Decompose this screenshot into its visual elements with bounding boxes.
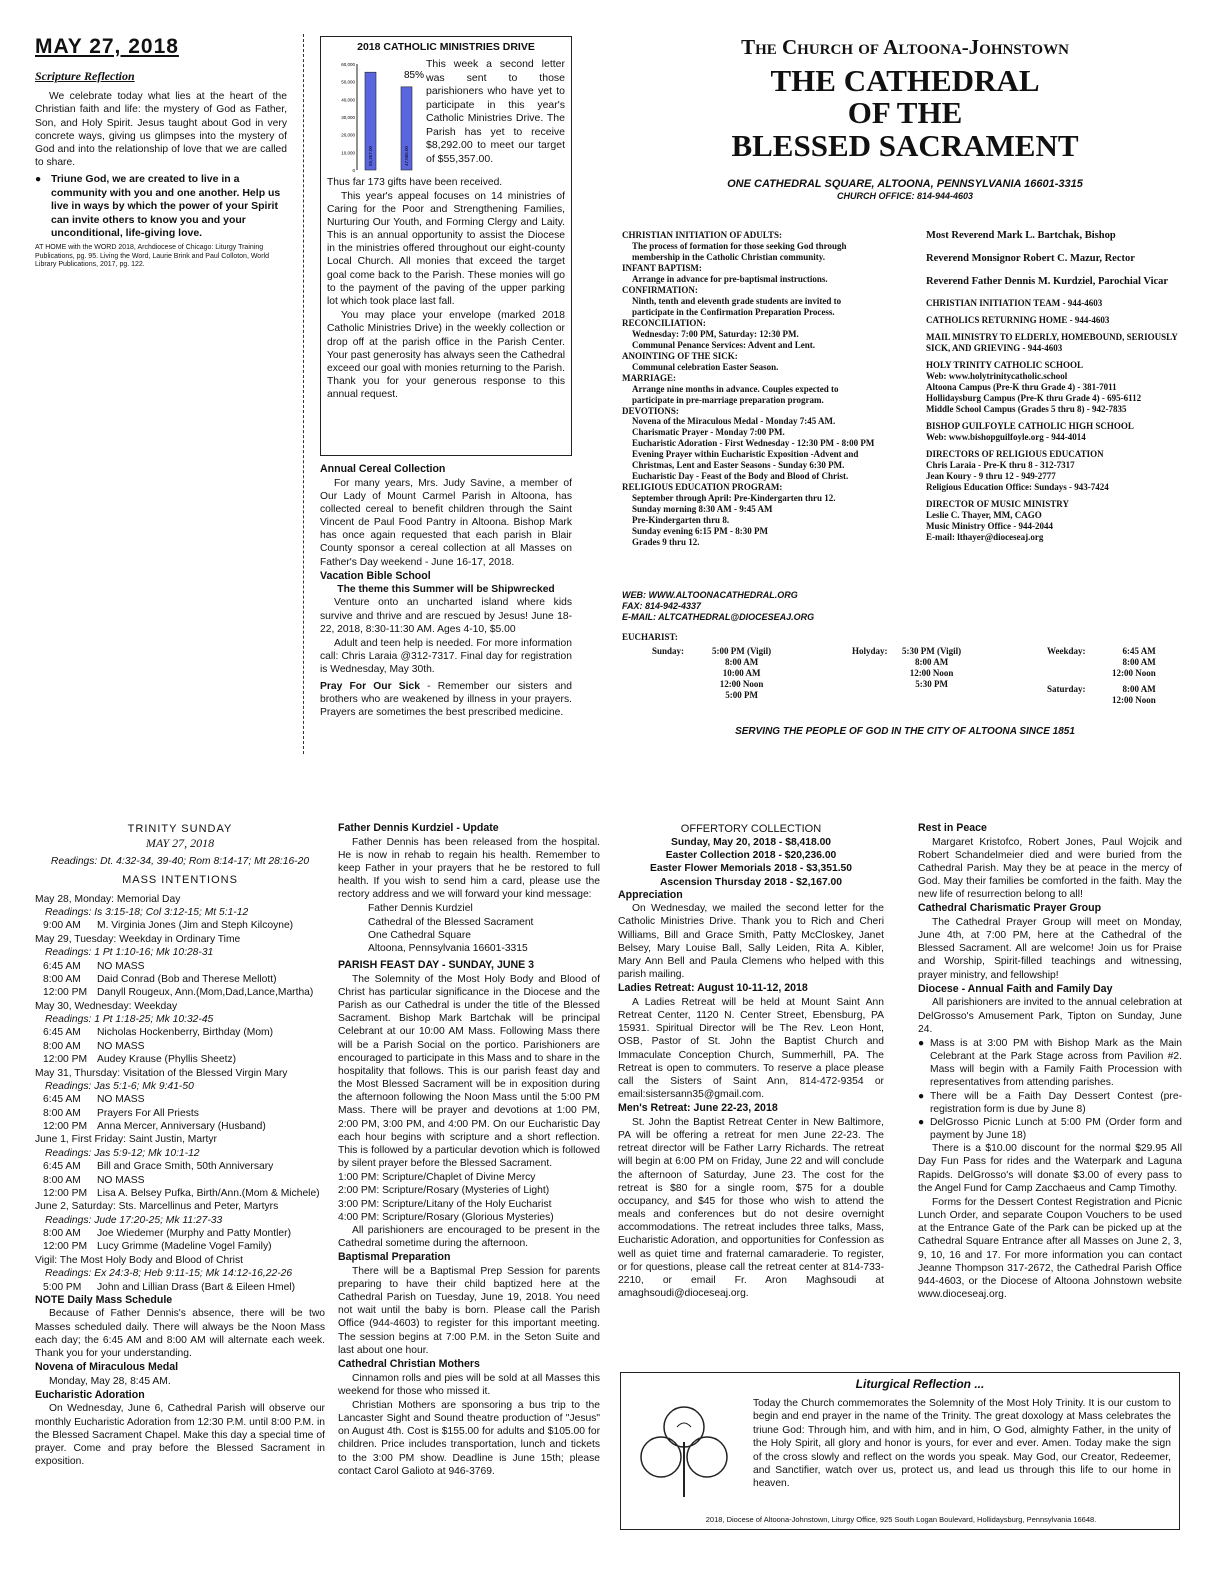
- intention-readings: Readings: Is 3:15-18; Col 3:12-15; Mt 5:1-12: [45, 907, 249, 919]
- contact-fax: FAX: 814-942-4337: [622, 600, 702, 611]
- staff-line: Web: www.holytrinitycatholic.school: [926, 371, 1068, 382]
- scripture-bullet-text: Triune God, we are created to live in a community with you and one another. Help us live in ways by which the power of your Spirit can invite others to know you and your unconditional, life-giving love.: [51, 173, 281, 240]
- liturgical-box: [620, 1372, 1180, 1530]
- intention-readings: Readings: Ex 24:3-8; Heb 9:11-15; Mk 14:12-16,22-26: [45, 1268, 293, 1280]
- intention-text: Joe Wiedemer (Murphy and Patty Montler): [97, 1228, 291, 1240]
- mass-time: 12:00 Noon: [719, 678, 764, 689]
- staff-line: E-mail: lthayer@dioceseaj.org: [926, 531, 1044, 542]
- intention-text: NO MASS: [97, 960, 145, 972]
- mass-time: 12:00 Noon: [1112, 667, 1156, 678]
- mass-time: 12:00 Noon: [1112, 694, 1156, 705]
- sacrament-heading: RECONCILIATION:: [622, 317, 706, 328]
- sacrament-heading: CHRISTIAN INITIATION OF ADULTS:: [622, 230, 782, 240]
- ladies-title: Ladies Retreat: August 10-11-12, 2018: [618, 982, 808, 995]
- masthead-line3: BLESSED SACRAMENT: [731, 127, 1079, 163]
- dennis-text: Father Dennis has been released from the hospital. He is now in rehab to regain his health. Remember to keep Father in your prayers that he be restored to full health. If you wish to send him a card, please use the rectory address and we will forward your kind message:: [338, 836, 600, 901]
- staff-line: Religious Education Office: Sundays - 943-7424: [926, 481, 1109, 492]
- feast-text2: All parishioners are encouraged to be present in the Cathedral sometime during the afternoon.: [338, 1224, 600, 1250]
- sick-text: - Remember our sisters and brothers who are weakened by illness in your prayers. Prayers are sometimes the best prescribed medicine.: [320, 680, 572, 718]
- intention-time: 12:00 PM: [43, 1054, 88, 1066]
- chart-tick-label: 60,000: [341, 62, 355, 68]
- staff-heading: DIRECTORS OF RELIGIOUS EDUCATION: [926, 449, 1104, 460]
- feast-time: 2:00 PM: Scripture/Rosary (Mysteries of Light): [338, 1185, 550, 1197]
- intention-time: 5:00 PM: [43, 1281, 82, 1293]
- mass-time: 8:00 AM: [914, 656, 949, 667]
- intention-time: 8:00 AM: [43, 1040, 81, 1052]
- masthead-line2: OF THE: [847, 95, 963, 131]
- staff-heading: Most Reverend Mark L. Bartchak, Bishop: [926, 230, 1116, 241]
- eu-sunday: [712, 646, 771, 701]
- mothers-title: Cathedral Christian Mothers: [338, 1358, 480, 1370]
- mothers-text: Cinnamon rolls and pies will be sold at all Masses this weekend for those who missed it.: [338, 1372, 600, 1397]
- intention-time: 6:45 AM: [43, 1094, 81, 1106]
- feast-time: 4:00 PM: Scripture/Rosary (Glorious Mysteries): [338, 1211, 554, 1223]
- trinity-date: MAY 27, 2018: [145, 836, 215, 851]
- sacrament-line: Ninth, tenth and eleventh grade students are invited to: [632, 295, 842, 306]
- address-line: One Cathedral Square: [368, 929, 472, 941]
- offertory-title: OFFERTORY COLLECTION: [680, 823, 822, 835]
- masthead-address: ONE CATHEDRAL SQUARE, ALTOONA, PENNSYLVANIA 16601-3315: [727, 177, 1083, 190]
- intention-day: Vigil: The Most Holy Body and Blood of Christ: [35, 1254, 243, 1266]
- baptism-title: Baptismal Preparation: [338, 1251, 451, 1264]
- drive-gifts: Thus far 173 gifts have been received.: [327, 177, 503, 189]
- intention-row: [35, 1227, 325, 1240]
- mass-time: 10:00 AM: [722, 667, 761, 678]
- intention-day: May 31, Thursday: Visitation of the Blessed Virgin Mary: [35, 1067, 288, 1079]
- masthead: [620, 34, 1190, 754]
- ladies-text: A Ladies Retreat will be held at Mount Saint Ann Retreat Center, 1120 N. Center Street, Ebensburg, PA 15931. Spiritual Director will be The Rev. Leon Hont, OSB, Pastor of St. John the Baptist Church and Immaculate Conception Church, Summerhill, PA. The Retreat is open to commuters. To reserve a place please call the Sisters of Saint Ann, 814-472-9354 or email:sistersann35@gmail.com.: [618, 996, 884, 1101]
- sacrament-line: September through April: Pre-Kindergarten thru 12.: [632, 493, 836, 504]
- family-bullet-text: Mass is at 3:00 PM with Bishop Mark as the Main Celebrant at the Park Stage across from Pavilion #2. Mass will begin with a Family Faith Procession with representatives from attending parishes.: [930, 1037, 1182, 1089]
- intention-row: [35, 1107, 325, 1120]
- drive-chart: [327, 58, 425, 176]
- date-header: MAY 27, 2018: [35, 35, 179, 58]
- contact-email[interactable]: E-MAIL: ALTCATHEDRAL@DIOCESEAJ.ORG: [622, 611, 815, 622]
- eu-saturday: [1112, 684, 1156, 706]
- news-column-3: [618, 822, 884, 1362]
- feast-title: PARISH FEAST DAY - SUNDAY, JUNE 3: [338, 959, 535, 972]
- intention-time: 8:00 AM: [43, 1174, 81, 1186]
- vbs-title: Vacation Bible School: [320, 569, 431, 582]
- intention-text: John and Lillian Drass (Bart & Eileen Hmel): [97, 1281, 296, 1293]
- drive-p2: This year's appeal focuses on 14 ministries of Caring for the Poor and Strengthening Families, Nurturing Our Youth, and Forming Clergy and Laity. This is an annual opportunity to assist the Diocese in the ministries offered throughout our eight-county Local Church. All monies that exceed the target goal come back to the Parish. These monies will go to the payment of the paving of the upper parking lot which took place last fall.: [327, 190, 565, 307]
- offertory-line: Easter Flower Memorials 2018 - $3,351.50: [649, 863, 853, 875]
- sacrament-line: Wednesday: 7:00 PM, Saturday: 12:30 PM.: [632, 328, 799, 339]
- staff-line: Jean Koury - 9 thru 12 - 949-2777: [926, 470, 1056, 481]
- eu-weekday: [1112, 646, 1156, 679]
- intention-row: [35, 1281, 325, 1294]
- intention-text: Lisa A. Belsey Pufka, Birth/Ann.(Mom & Michele): [97, 1187, 320, 1199]
- sacrament-heading: MARRIAGE:: [622, 372, 676, 383]
- bullet-icon: ●: [918, 1090, 925, 1102]
- intention-day: May 30, Wednesday: Weekday: [35, 1000, 178, 1012]
- mass-time: 5:00 PM (Vigil): [712, 646, 772, 656]
- chart-tick-label: 20,000: [341, 133, 355, 139]
- intention-row: [35, 1040, 325, 1053]
- bullet-icon: ●: [918, 1116, 925, 1128]
- sacrament-line: Eucharistic Day - Feast of the Body and Blood of Christ.: [632, 471, 849, 482]
- drive-p3: You may place your envelope (marked 2018 Catholic Ministries Drive) in the weekly collection or drop off at the parish office in the Parish Center. Your past generosity has always seen the Cathedral exceed our goal with monies returning to the Parish. Thank you for your generous response to this annual request.: [327, 310, 565, 401]
- liturgical-text: Today the Church commemorates the Solemnity of the Most Holy Trinity. It is our custom to begin and end prayer in the name of the Trinity. The great doxology at Mass celebrates the triune God: Through him, and with him, and in him, O God, almighty Father, in the unity of the Holy Spirit, all glory and honor is yours, for ever and ever. Amen. Today make the sign of the cross slowly and reflect on the words you speak. May God, our Creator, Redeemer, and Sanctifier, watch over us, protect us, and lead us through this life to our home in heaven.: [753, 1398, 1171, 1490]
- sacraments-list: [622, 230, 912, 548]
- family-bullet-text: DelGrosso Picnic Lunch at 5:00 PM (Order form and payment by June 18): [930, 1116, 1182, 1142]
- contact-web[interactable]: WEB: WWW.ALTOONACATHEDRAL.ORG: [622, 590, 798, 600]
- family-bullets: [918, 1037, 1182, 1142]
- chart-tick-label: 0: [352, 168, 355, 174]
- sacrament-line: Arrange nine months in advance. Couples expected to: [632, 383, 839, 394]
- intention-time: 12:00 PM: [43, 1241, 88, 1253]
- offertory-line: Ascension Thursday 2018 - $2,167.00: [659, 876, 842, 888]
- intention-text: NO MASS: [97, 1174, 145, 1186]
- intention-text: Danyll Rougeux, Ann.(Mom,Dad,Lance,Martha): [97, 987, 314, 999]
- chart-tick-label: 30,000: [341, 115, 355, 121]
- sick: [320, 680, 572, 720]
- intention-day: May 28, Monday: Memorial Day: [35, 893, 181, 905]
- staff-line: Chris Laraia - Pre-K thru 8 - 312-7317: [926, 460, 1075, 471]
- family-text2: There is a $10.00 discount for the normal $29.95 All Day Fun Pass for rides and the Waterpark and Laguna Rapids. DelGrosso's will donate $3.00 of every pass to the Angel Fund for Camp Zacchaeus and Camp Timothy.: [918, 1143, 1182, 1194]
- intention-time: 6:45 AM: [43, 1027, 81, 1039]
- feast-time: 1:00 PM: Scripture/Chaplet of Divine Mercy: [338, 1172, 536, 1184]
- intention-text: Prayers For All Priests: [97, 1107, 199, 1119]
- family-text3: Forms for the Dessert Contest Registration and Picnic Lunch Order, and separate Coupon Vouchers to be used at the Entrance Gate of the Park can be picked up at the Cathedral Square Entrance after all Masses on June 2, 3, 9, 10, 16 and 17. For more information you can contact Jeanne Thompson 317-2672, the Cathedral Parish Office 944-4603, or the Diocese of Altoona Johnstown website www.dioceseaj.org.: [918, 1196, 1182, 1301]
- intention-text: Audey Krause (Phyllis Sheetz): [97, 1054, 237, 1066]
- intention-row: [35, 1187, 325, 1200]
- cereal-text: For many years, Mrs. Judy Savine, a member of Our Lady of Mount Carmel Parish in Altoona, has collected cereal to benefit children through the Saint Vincent de Paul Food Pantry in Altoona. Bishop Mark has once again requested that each parish in Blair County sponsor a cereal collection at all Masses on Father's Day weekend - June 16-17, 2018.: [320, 477, 572, 568]
- divider: [303, 34, 304, 754]
- intention-row: [35, 960, 325, 973]
- appreciation-title: Appreciation: [618, 888, 683, 901]
- intention-time: 12:00 PM: [43, 987, 88, 999]
- intention-time: 6:45 AM: [43, 1161, 81, 1173]
- drive-title: 2018 CATHOLIC MINISTRIES DRIVE: [357, 41, 535, 53]
- adoration-title: Eucharistic Adoration: [35, 1388, 145, 1401]
- drive-text: This week a second letter was sent to those parishioners who have yet to participate in this year's Catholic Ministries Drive. The Parish has yet to receive $8,292.00 to meet our target of $55,357.00.: [426, 58, 565, 165]
- dennis-address: [338, 902, 600, 955]
- drive-box: [320, 36, 572, 456]
- scripture-p1: We celebrate today what lies at the heart of the Christian faith and life: the mystery of God as Father, Son, and Holy Spirit. Jesus taught about God in very concrete ways, giving us glimpses into the mystery of God and into the relationship of love that we are called to share.: [35, 91, 287, 169]
- intention-row: [35, 1026, 325, 1039]
- staff-line: Web: www.bishopguilfoyle.org - 944-4014: [926, 432, 1086, 443]
- staff-heading: BISHOP GUILFOYLE CATHOLIC HIGH SCHOOL: [926, 421, 1134, 432]
- staff-line: Music Ministry Office - 944-2044: [926, 520, 1053, 531]
- masthead-office: CHURCH OFFICE: 814-944-4603: [836, 190, 974, 201]
- sacrament-line: Sunday morning 8:30 AM - 9:45 AM: [632, 504, 773, 515]
- staff-heading: Reverend Father Dennis M. Kurdziel, Parochial Vicar: [926, 275, 1169, 287]
- mass-time: 5:00 PM: [725, 689, 758, 700]
- contact-block: [622, 590, 814, 622]
- mass-time: 8:00 AM: [1122, 684, 1156, 694]
- sacrament-line: Charismatic Prayer - Monday 7:00 PM.: [632, 427, 785, 438]
- trinity-readings: Readings: Dt. 4:32-34, 39-40; Rom 8:14-17; Mt 28:16-20: [50, 856, 310, 868]
- rip-text: Margaret Kristofco, Robert Jones, Paul Wojcik and Robert Schandelmeier died and were buried from the Cathedral Parish. May they be at peace in the mercy of God. May their families be comforted in the faith. May the new life of resurrection belong to all!: [918, 836, 1182, 901]
- intention-day: June 2, Saturday: Sts. Marcellinus and Peter, Martyrs: [35, 1201, 279, 1213]
- staff-list: [926, 230, 1188, 543]
- intention-time: 8:00 AM: [43, 1228, 81, 1240]
- eu-sunday-label: Sunday:: [652, 646, 685, 656]
- news-column-4: [918, 822, 1182, 1362]
- eucharist-label: EUCHARIST:: [622, 632, 678, 642]
- cereal-title: Annual Cereal Collection: [320, 463, 446, 475]
- chart-annotation: 85%: [404, 70, 425, 82]
- bullet-icon: ●: [918, 1037, 925, 1049]
- trinity-title: TRINITY SUNDAY: [127, 823, 233, 835]
- intention-readings: Readings: Jude 17:20-25; Mk 11:27-33: [45, 1214, 223, 1226]
- intention-time: 6:45 AM: [43, 960, 81, 972]
- mass-time: 12:00 Noon: [909, 667, 954, 678]
- intention-row: [35, 919, 325, 932]
- mass-time: 5:30 PM: [915, 678, 948, 689]
- masthead-church: The Church of Altoona-Johnstown: [741, 35, 1069, 59]
- intention-text: Bill and Grace Smith, 50th Anniversary: [97, 1161, 274, 1173]
- sacrament-line: Sunday evening 6:15 PM - 8:30 PM: [632, 526, 768, 537]
- chart-bar-label: 47,065.00: [404, 146, 409, 167]
- scripture-credit: AT HOME with the WORD 2018, Archdiocese of Chicago: Liturgy Training Publications, pg. 95. Living the Word, Laurie Brink and Paul Colloton, World Library Publications, 2017, pg. 122.: [35, 244, 269, 269]
- intention-time: 8:00 AM: [43, 1107, 81, 1119]
- sacrament-line: Arrange in advance for pre-baptismal instructions.: [632, 273, 828, 284]
- masthead-line1: THE CATHEDRAL: [770, 62, 1040, 98]
- intention-time: 8:00 AM: [43, 973, 81, 985]
- intention-row: [35, 1120, 325, 1133]
- vbs-theme: The theme this Summer will be Shipwrecked: [337, 584, 555, 596]
- scripture-column: [35, 34, 287, 754]
- sacrament-line: Communal celebration Easter Season.: [632, 361, 779, 372]
- intention-readings: Readings: Jas 5:1-6; Mk 9:41-50: [45, 1080, 194, 1092]
- family-bullet: [918, 1090, 1182, 1116]
- chart-bar-label: 55,357.00: [368, 146, 373, 167]
- address-line: Cathedral of the Blessed Sacrament: [368, 916, 534, 928]
- offertory-lines: [618, 836, 884, 889]
- rip-title: Rest in Peace: [918, 822, 987, 834]
- intention-text: Lucy Grimme (Madeline Vogel Family): [97, 1241, 272, 1253]
- intention-text: Daid Conrad (Bob and Therese Mellott): [97, 973, 277, 985]
- sacrament-line: Grades 9 thru 12.: [632, 537, 700, 548]
- dennis-title: Father Dennis Kurdziel - Update: [338, 822, 499, 834]
- intention-day: May 29, Tuesday: Weekday in Ordinary Time: [35, 933, 241, 945]
- family-bullet-text: There will be a Faith Day Dessert Contest (pre-registration form is due by June 8): [930, 1090, 1182, 1115]
- eu-weekday-label: Weekday:: [1047, 646, 1086, 656]
- family-bullet: [918, 1037, 1182, 1090]
- liturgical-credit: 2018, Diocese of Altoona-Johnstown, Liturgy Office, 925 South Logan Boulevard, Hollidaysburg, Pennsylvania 16648.: [705, 1515, 1097, 1525]
- staff-heading: MAIL MINISTRY TO ELDERLY, HOMEBOUND, SERIOUSLY SICK, AND GRIEVING - 944-4603: [926, 332, 1178, 354]
- offertory-line: Easter Collection 2018 - $20,236.00: [665, 850, 837, 862]
- scripture-bullet: ● Triune God, we are created to live in a community with you and one another. Help us live in ways by which the power of your Spirit can invite others to know you and your unconditional, life-giving love.: [35, 173, 287, 240]
- baptism-text: There will be a Baptismal Prep Session for parents preparing to have their child baptized here at the Cathedral Parish on Tuesday, June 19, 2018. You need not wait until the baby is born. Please call the Parish Office (944-4603) to register for this important meeting. The session begins at 7:00 P.M. in the Seton Suite and last about one hour.: [338, 1265, 600, 1356]
- eucharist-block: [622, 632, 1182, 705]
- novena-title: Novena of Miraculous Medal: [35, 1361, 179, 1374]
- address-line: Father Dennis Kurdziel: [368, 903, 473, 915]
- mass-time: 5:30 PM (Vigil): [902, 646, 962, 656]
- shamrock-icon: [629, 1397, 739, 1507]
- sacrament-line: participate in the Confirmation Preparation Process.: [632, 306, 835, 317]
- intention-readings: Readings: 1 Pt 1:10-16; Mk 10:28-31: [45, 947, 214, 959]
- eu-holyday: [902, 646, 961, 690]
- staff-line: Hollidaysburg Campus (Pre-K thru Grade 4) - 695-6112: [926, 393, 1142, 404]
- sacrament-heading: ANOINTING OF THE SICK:: [622, 350, 738, 361]
- family-bullet: [918, 1116, 1182, 1142]
- intention-time: 12:00 PM: [43, 1121, 88, 1133]
- mens-title: Men's Retreat: June 22-23, 2018: [618, 1102, 778, 1115]
- note-title: NOTE Daily Mass Schedule: [35, 1293, 173, 1306]
- sacrament-heading: DEVOTIONS:: [622, 405, 679, 416]
- sacrament-heading: CONFIRMATION:: [622, 284, 698, 295]
- intention-text: NO MASS: [97, 1094, 145, 1106]
- intention-time: 9:00 AM: [43, 920, 81, 932]
- sacrament-line: membership in the Catholic Christian community.: [632, 251, 826, 262]
- sacrament-heading: INFANT BAPTISM:: [622, 262, 702, 273]
- feast-time: 3:00 PM: Scripture/Litany of the Holy Eucharist: [338, 1198, 552, 1210]
- mass-time: 6:45 AM: [1122, 646, 1156, 656]
- intention-time: 12:00 PM: [43, 1187, 88, 1199]
- charismatic-text: The Cathedral Prayer Group will meet on Monday, June 4th, at 7:00 PM, here at the Cathedral of the Blessed Sacrament. All are welcome! Join us for Praise and Worship, Spirit-filled teachings and witnessing, prayer ministry, and fellowship!: [918, 916, 1182, 981]
- sacrament-line: Novena of the Miraculous Medal - Monday 7:45 AM.: [632, 416, 836, 427]
- staff-heading: DIRECTOR OF MUSIC MINISTRY: [926, 498, 1069, 509]
- intention-row: [35, 1093, 325, 1106]
- intention-row: [35, 1053, 325, 1066]
- intention-text: NO MASS: [97, 1040, 145, 1052]
- intention-row: [35, 986, 325, 999]
- chart-tick-label: 40,000: [341, 97, 355, 103]
- mass-intentions-title: MASS INTENTIONS: [122, 873, 238, 886]
- eu-saturday-label: Saturday:: [1047, 684, 1086, 694]
- intention-text: Anna Mercer, Anniversary (Husband): [97, 1121, 266, 1133]
- chart-tick-label: 50,000: [341, 80, 355, 86]
- mens-text: St. John the Baptist Retreat Center in New Baltimore, PA will be offering a retreat for men June 22-23. The retreat director will be Father Larry Richards. The retreat will begin at 6:00 PM on Friday, June 22 and will conclude the afternoon of Saturday, June 23. The cost for the retreat is $80 for a single room, $75 for a double occupancy, and $45 for those who wish to attend the meals and conferences but do not desire overnight accommodations. The retreat includes three talks, Mass, Eucharistic Adoration, and opportunities for Confession as well as quiet time and fraternal camaraderie. To register, or for questions, please call the retreat center at 814-733-2210, or email Fr. Aron Maghsoudi at amaghsoudi@dioceseaj.org.: [618, 1116, 884, 1300]
- sick-title: Pray For Our Sick: [320, 680, 420, 692]
- family-text: All parishioners are invited to the annual celebration at DelGrosso's Amusement Park, Tipton on Sunday, June 24.: [918, 997, 1182, 1035]
- news-column-2: [338, 822, 600, 1570]
- appreciation-text: On Wednesday, we mailed the second letter for the Catholic Ministries Drive. Thank you to Rich and Cheri Williams, Bill and Grace Smith, Patty McCloskey, Janet Belsey, Mary Louise Ball, Sally Leiden, Rita A. Kibler, Mary Ann Bell and Paula Clemens who helped with this parish mailing.: [618, 903, 884, 981]
- sacrament-line: Eucharistic Adoration - First Wednesday - 12:30 PM - 8:00 PM: [632, 438, 875, 449]
- sacrament-line: Evening Prayer within Eucharistic Exposition -Advent and: [632, 449, 859, 460]
- adoration-text: On Wednesday, June 6, Cathedral Parish will observe our monthly Eucharistic Adoration from 12:30 P.M. until 8:00 P.M. in the Blessed Sacrament Chapel. Make this day a special time of prayer. Come and pray before the Blessed Sacrament in exposition.: [35, 1403, 325, 1468]
- intention-row: [35, 1240, 325, 1253]
- staff-line: Altoona Campus (Pre-K thru Grade 4) - 381-7011: [926, 382, 1117, 393]
- note-text: Because of Father Dennis's absence, there will be two Masses scheduled daily. There will always be the Noon Mass each day; the 6:45 AM and 8:00 AM will alternate each week. Thank you for your understanding.: [35, 1308, 325, 1359]
- offertory-line: Sunday, May 20, 2018 - $8,418.00: [670, 837, 832, 849]
- intention-row: [35, 1160, 325, 1173]
- sacrament-line: The process of formation for those seeking God through: [632, 240, 847, 251]
- mothers-text2: Christian Mothers are sponsoring a bus trip to the Lancaster Sight and Sound theatre production of "Jesus" on August 4th. Cost is $155.00 for adults and $105.00 for children. Price includes transportation, lunch and tickets to the 3:00 PM show. Deadline is June 15th; please contact Carol Galioto at 946-3769.: [338, 1399, 600, 1477]
- sacrament-line: Christmas, Lent and Easter Seasons - Sunday 6:30 PM.: [632, 460, 845, 471]
- chart-tick-label: 10,000: [341, 150, 355, 156]
- intention-readings: Readings: Jas 5:9-12; Mk 10:1-12: [45, 1147, 200, 1159]
- mass-intentions-column: [35, 822, 325, 1562]
- liturgical-title: Liturgical Reflection ...: [855, 1377, 985, 1391]
- sacrament-line: Communal Penance Services: Advent and Lent.: [632, 339, 815, 350]
- sacrament-line: Pre-Kindergarten thru 8.: [632, 515, 730, 526]
- sacrament-heading: RELIGIOUS EDUCATION PROGRAM:: [622, 482, 783, 493]
- staff-line: Middle School Campus (Grades 5 thru 8) - 942-7835: [926, 404, 1127, 415]
- feast-text: The Solemnity of the Most Holy Body and Blood of Christ has particular significance in the Diocese and the Parish as our Cathedral is under the title of the Blessed Sacrament. Bishop Mark Bartchak will be principal Celebrant at our 10:00 AM Mass. Following Mass there will be a Parish Social on the portico. Parishioners are encouraged to participate in this Mass and to share in the hospitality that follows. This is our parish feast day and the Most Blessed Sacrament will be in exposition during the afternoon following the Noon Mass until the 5:00 PM Mass. There will be prayer and devotions at 1:00 PM, 2:00 PM, 3:00 PM, and 4:00 PM. On our Eucharistic Day each hour begins with scripture and a short reflection. This is followed by a particular devotion which is followed by silent prayer before the Blessed Sacrament.: [338, 973, 600, 1170]
- feast-times: [338, 1171, 600, 1224]
- vbs-text2: Adult and teen help is needed. For more information call: Chris Laraia @312-7317. Final day for registration is Wednesday, May 30th.: [320, 637, 572, 676]
- novena-text: Monday, May 28, 8:45 AM.: [49, 1375, 171, 1387]
- intention-readings: Readings: 1 Pt 1:18-25; Mk 10:32-45: [45, 1014, 214, 1026]
- intention-row: [35, 973, 325, 986]
- intention-text: M. Virginia Jones (Jim and Steph Kilcoyne): [97, 920, 294, 932]
- staff-heading: CATHOLICS RETURNING HOME - 944-4603: [926, 315, 1110, 326]
- vbs-text: Venture onto an uncharted island where kids survive and thrive and are rescued by Jesus! June 18-22, 2018, 8:30-11:30 AM. Ages 4-10, $5.00: [320, 597, 572, 635]
- charismatic-title: Cathedral Charismatic Prayer Group: [918, 902, 1102, 915]
- intention-row: [35, 1174, 325, 1187]
- intention-text: Nicholas Hockenberry, Birthday (Mom): [97, 1027, 274, 1039]
- scripture-title: Scripture Reflection: [35, 68, 135, 83]
- staff-heading: CHRISTIAN INITIATION TEAM - 944-4603: [926, 298, 1103, 309]
- drive-column: [320, 36, 572, 756]
- address-line: Altoona, Pennsylvania 16601-3315: [368, 942, 528, 954]
- staff-line: Leslie C. Thayer, MM, CAGO: [926, 509, 1042, 520]
- intention-day: June 1, First Friday: Saint Justin, Martyr: [35, 1134, 217, 1146]
- eu-holyday-label: Holyday:: [852, 646, 888, 656]
- mass-time: 8:00 AM: [724, 656, 759, 667]
- serving-line: SERVING THE PEOPLE OF GOD IN THE CITY OF ALTOONA SINCE 1851: [735, 726, 1075, 737]
- intentions-list: [35, 893, 325, 1294]
- mass-time: 8:00 AM: [1122, 656, 1156, 667]
- staff-heading: HOLY TRINITY CATHOLIC SCHOOL: [926, 360, 1083, 371]
- family-title: Diocese - Annual Faith and Family Day: [918, 982, 1113, 995]
- sacrament-line: participate in pre-marriage preparation program.: [632, 394, 824, 405]
- staff-heading: Reverend Monsignor Robert C. Mazur, Rector: [926, 252, 1135, 264]
